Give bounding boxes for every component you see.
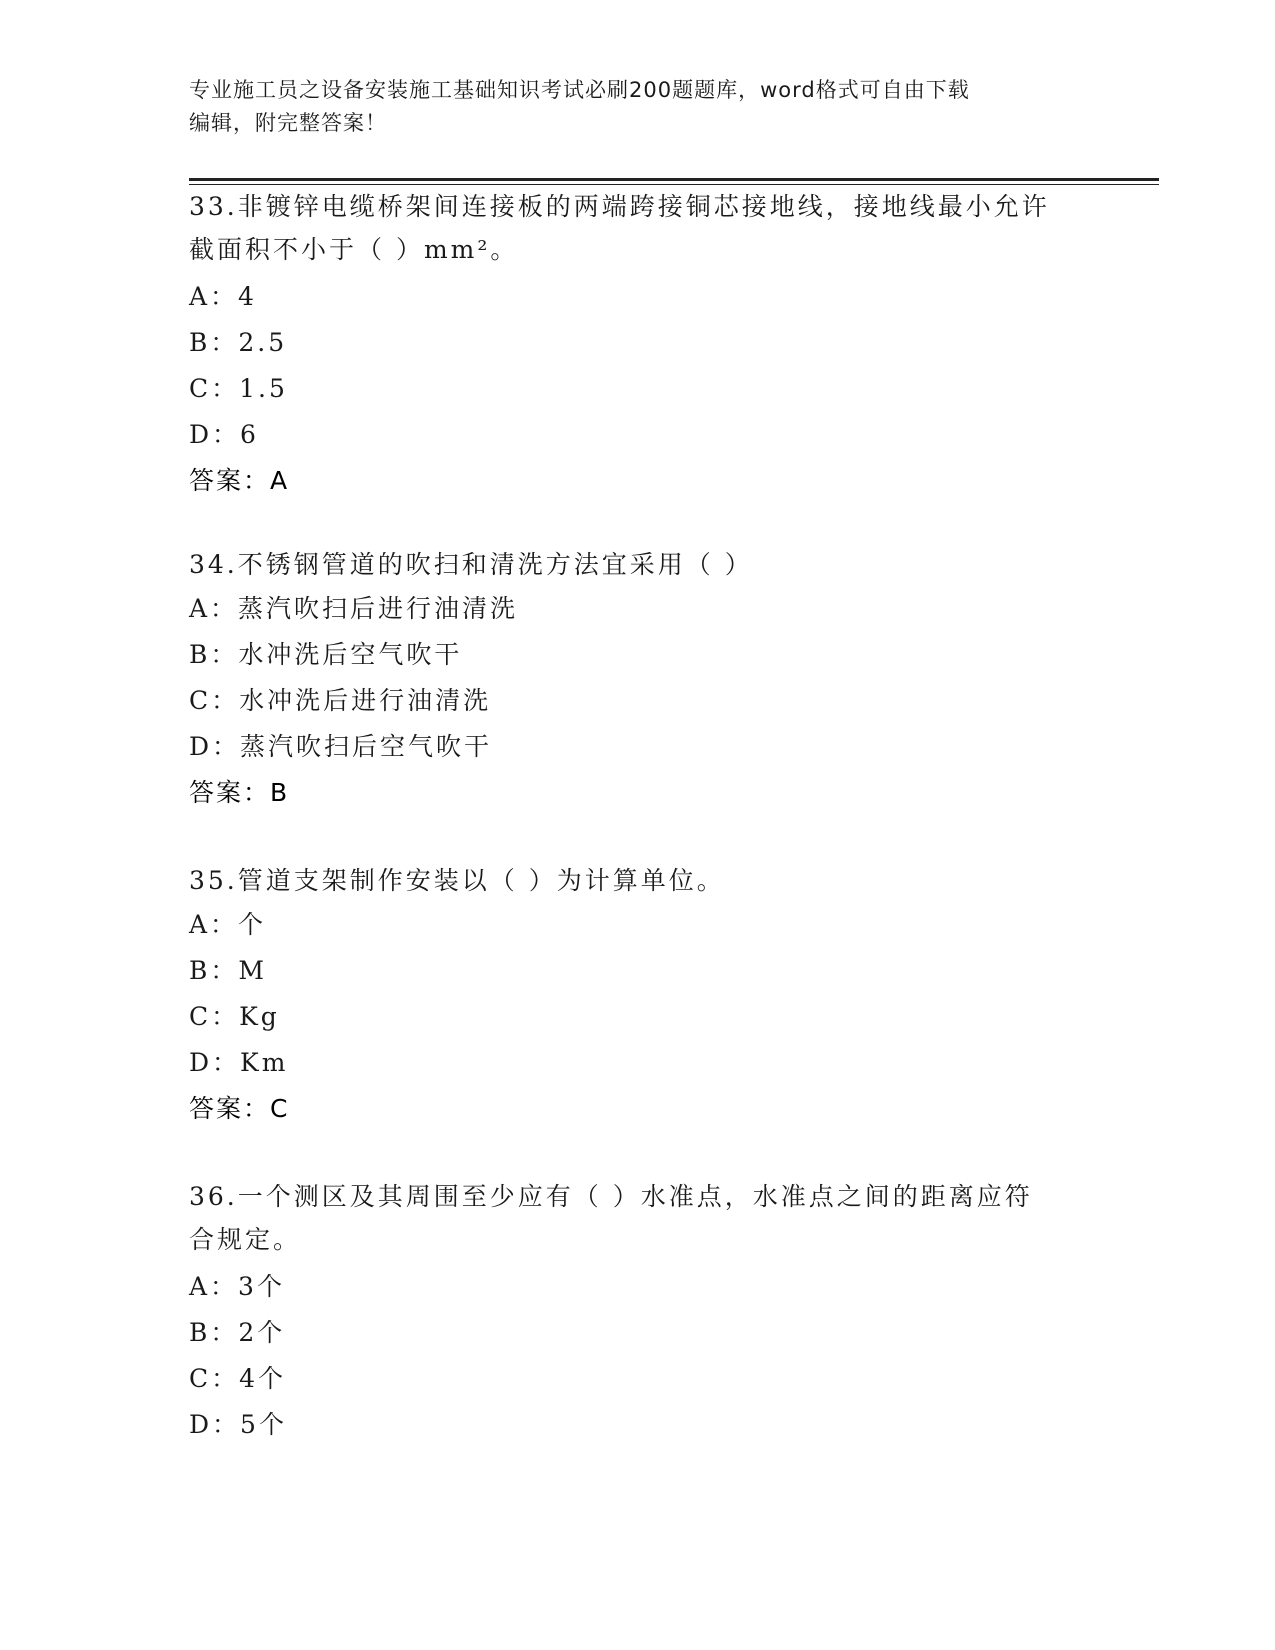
option-a: A：4 [189,282,257,311]
option-a: A：个 [189,910,267,939]
option-a: A：3个 [189,1272,285,1301]
header-divider-thick [189,178,1159,181]
option-b: B：2.5 [189,328,288,357]
option-b: B：水冲洗后空气吹干 [189,640,463,669]
question-stem-line-1: 35.管道支架制作安装以（ ）为计算单位。 [189,866,725,895]
option-c: C：Kg [189,1002,280,1031]
option-a: A：蒸汽吹扫后进行油清洗 [189,594,519,623]
document-header [189,74,1089,140]
question-34 [189,543,1089,816]
answer-label: 答案：A [189,466,290,495]
option-c: C：水冲洗后进行油清洗 [189,686,492,715]
option-d: D：蒸汽吹扫后空气吹干 [189,732,493,761]
option-b: B：2个 [189,1318,286,1347]
question-stem-line-1: 33.非镀锌电缆桥架间连接板的两端跨接铜芯接地线，接地线最小允许 [189,192,1050,221]
option-d: D：6 [189,420,259,449]
option-c: C：4个 [189,1364,287,1393]
header-line-2: 编辑，附完整答案！ [189,111,387,135]
question-36 [189,1175,1089,1448]
answer-label: 答案：C [189,1094,290,1123]
question-stem-line-1: 34.不锈钢管道的吹扫和清洗方法宜采用（ ） [189,550,753,579]
question-stem-line-2: 合规定。 [189,1225,302,1254]
header-line-1: 专业施工员之设备安装施工基础知识考试必刷200题题库，word格式可自由下载 [189,78,970,102]
question-33 [189,185,1089,504]
question-35 [189,859,1089,1132]
option-c: C：1.5 [189,374,288,403]
option-d: D：Km [189,1048,289,1077]
answer-label: 答案：B [189,778,290,807]
option-d: D：5个 [189,1410,287,1439]
option-b: B：M [189,956,267,985]
question-stem-line-1: 36.一个测区及其周围至少应有（ ）水准点，水准点之间的距离应符 [189,1182,1033,1211]
question-stem-line-2: 截面积不小于（ ）mm²。 [189,235,519,264]
